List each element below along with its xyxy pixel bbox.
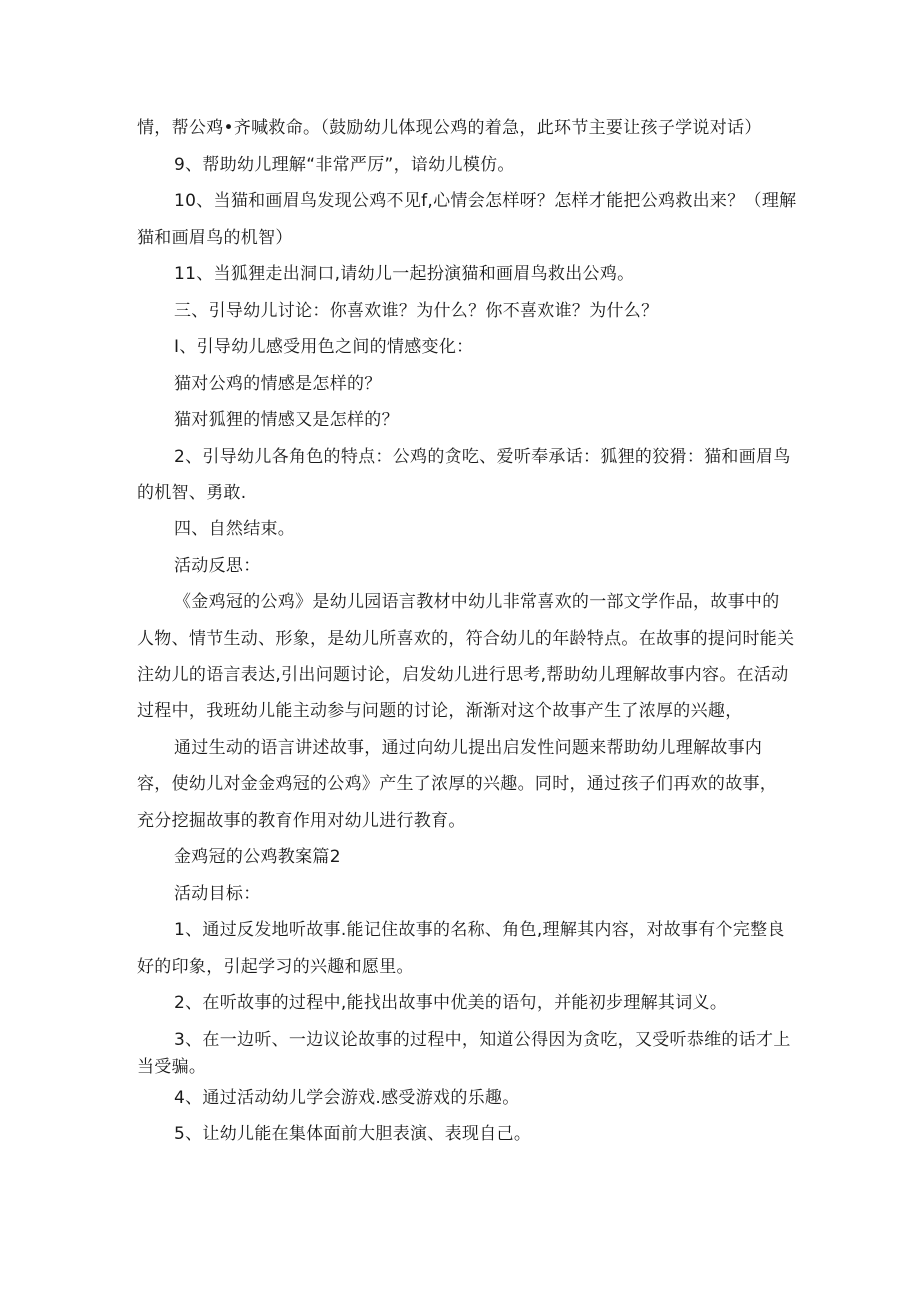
text-line: 猫和画眉鸟的机智）	[137, 228, 293, 248]
text-line: 好的印象，引起学习的兴趣和愿里。	[137, 957, 414, 977]
text-line: 1、通过反发地听故事.能记住故事的名称、角色,理解其内容，对故事有个完整良	[174, 920, 785, 940]
text-line: 通过生动的语言讲述故事，通过向幼儿提出启发性问题来帮助幼儿理解故事内	[174, 738, 763, 758]
text-line: 的机智、勇敢.	[137, 483, 247, 503]
text-line: 情，帮公鸡•齐喊救命。（鼓励幼儿体现公鸡的着急，此环节主要让孩子学说对话）	[137, 118, 762, 138]
text-line: 3、在一边听、一边议论故事的过程中，知道公得因为贪吃，又受听恭维的话才上	[174, 1030, 791, 1050]
text-line: 活动反思：	[174, 556, 261, 576]
text-line: 过程中，我班幼儿能主动参与问题的讨论，渐渐对这个故事产生了浓厚的兴趣，	[137, 701, 743, 721]
text-line: 容，使幼儿对金金鸡冠的公鸡》产生了浓厚的兴趣。同时，通过孩子们再欢的故事，	[137, 774, 778, 794]
text-line: 活动目标：	[174, 884, 261, 904]
text-line: 注幼儿的语言表达,引出问题讨论，启发幼儿进行思考,帮助幼儿理解故事内容。在活动	[137, 665, 789, 685]
text-line: 4、通过活动幼儿学会游戏.感受游戏的乐趣。	[174, 1088, 520, 1108]
text-line: 2、在听故事的过程中,能找出故事中优美的语句，并能初步理解其词义。	[174, 993, 728, 1013]
text-line: I、引导幼儿感受用色之间的情感变化：	[174, 337, 474, 357]
text-line: 《金鸡冠的公鸡》是幼儿园语言教材中幼儿非常喜欢的一部文学作品，故事中的	[174, 592, 780, 612]
text-line: 猫对公鸡的情感是怎样的？	[174, 374, 382, 394]
text-line: 猫对狐狸的情感又是怎样的？	[174, 410, 399, 430]
text-line: 四、自然结束。	[174, 519, 296, 539]
text-line: 充分挖掘故事的教育作用对幼儿进行教育。	[137, 811, 466, 831]
text-line: 2、引导幼儿各角色的特点：公鸡的贪吃、爱听奉承话：狐狸的狡猾：猫和画眉鸟	[174, 447, 791, 467]
section-heading: 金鸡冠的公鸡教案篇2	[174, 847, 341, 867]
text-line: 11、当狐狸走出洞口,请幼儿一起扮演猫和画眉鸟救出公鸡。	[174, 264, 635, 284]
text-line: 10、当猫和画眉鸟发现公鸡不见f,心情会怎样呀？怎样才能把公鸡救出来？（理解	[174, 191, 797, 211]
text-line: 三、引导幼儿讨论：你喜欢谁？为什么？你不喜欢谁？为什么？	[174, 301, 659, 321]
text-line: 5、让幼儿能在集体面前大胆表演、表现自己。	[174, 1124, 532, 1144]
text-line: 9、帮助幼儿理解“非常严厉”，谙幼儿模仿。	[174, 155, 515, 175]
text-line: 当受骗。	[137, 1057, 207, 1077]
text-line: 人物、情节生动、形象，是幼儿所喜欢的，符合幼儿的年龄特点。在故事的提问时能关	[137, 629, 795, 649]
